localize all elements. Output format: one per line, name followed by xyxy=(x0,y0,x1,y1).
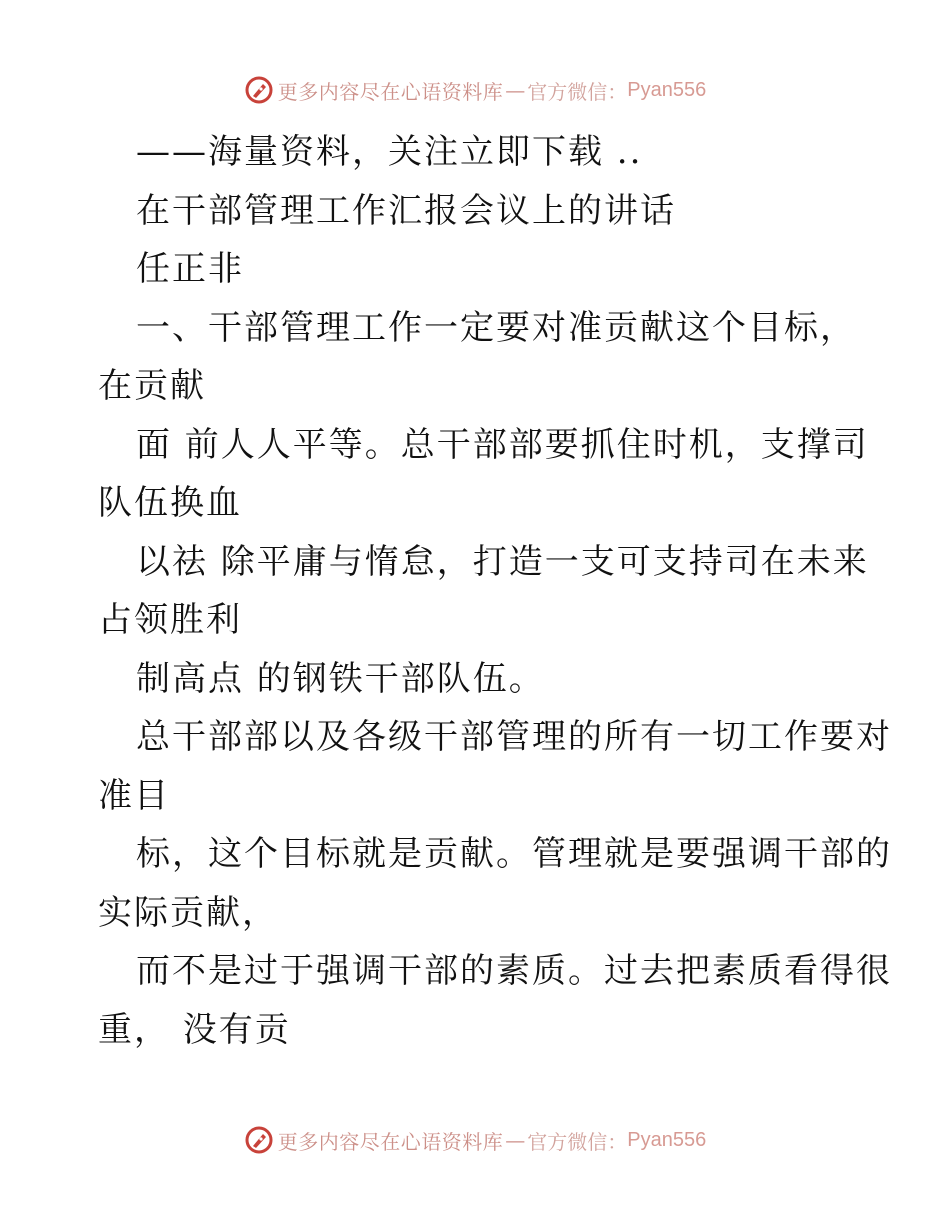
header-banner xyxy=(0,70,950,110)
banner-wechat-label: 官方微信： xyxy=(527,79,628,104)
banner-dash: — xyxy=(505,1128,526,1152)
doc-line: 制高点 的钢铁干部队伍。 xyxy=(136,658,545,699)
document-body xyxy=(98,123,898,1059)
doc-line: 在贡献 xyxy=(98,366,206,406)
doc-line: 而不是过于强调干部的素质。过去把素质看得很 xyxy=(136,951,892,991)
banner-dash: — xyxy=(505,78,526,102)
pen-nib-logo-icon xyxy=(244,75,274,105)
doc-line: 实际贡献， xyxy=(98,892,278,933)
doc-line: 以祛 除平庸与惰怠，打造一支可支持司在未来 xyxy=(136,541,869,582)
doc-line: 准目 xyxy=(98,775,170,816)
banner-wechat-id: Pyan556 xyxy=(627,1128,707,1151)
doc-line: 队伍换血 xyxy=(98,483,242,523)
banner-brand-text: 更多内容尽在心语资料库 xyxy=(277,79,504,104)
doc-line: 占领胜利 xyxy=(98,600,242,640)
doc-line: 面 前人人平等。总干部部要抓住时机，支撑司 xyxy=(136,424,869,465)
footer-banner xyxy=(0,1120,950,1160)
doc-line: 标，这个目标就是贡献。管理就是要强调干部的 xyxy=(136,834,892,874)
doc-line: 重， 没有贡 xyxy=(98,1009,291,1050)
doc-line: 总干部部以及各级干部管理的所有一切工作要对 xyxy=(136,717,892,757)
doc-line: 一、干部管理工作一定要对准贡献这个目标， xyxy=(136,307,856,348)
doc-line: ——海量资料，关注立即下载 .. xyxy=(136,132,643,172)
banner-brand-text: 更多内容尽在心语资料库 xyxy=(277,1129,504,1154)
pen-nib-logo-icon xyxy=(244,1125,274,1155)
doc-title: 在干部管理工作汇报会议上的讲话 xyxy=(136,190,676,231)
doc-author: 任正非 xyxy=(136,249,244,289)
banner-wechat-id: Pyan556 xyxy=(627,78,707,101)
banner-wechat-label: 官方微信： xyxy=(527,1129,628,1154)
